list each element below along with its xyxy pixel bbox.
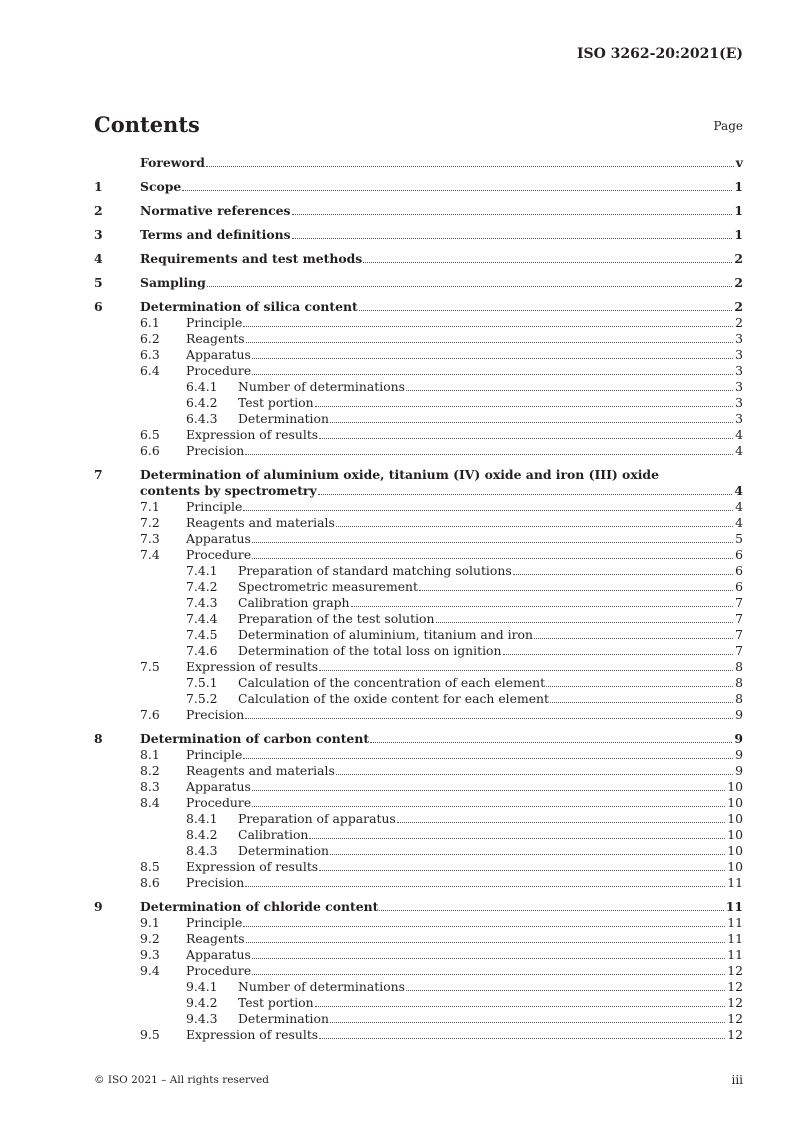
toc-entry-page: 2	[734, 299, 743, 314]
toc-entry-number: 6.6	[140, 443, 160, 458]
toc-entry-page: 3	[735, 411, 743, 426]
toc-entry-title: Foreword	[140, 155, 205, 170]
toc-leader-dots	[359, 310, 733, 311]
toc-entry-7-4-1[interactable]	[94, 562, 743, 578]
toc-entry-title: Scope	[140, 179, 182, 194]
toc-entry-7-continued[interactable]	[94, 482, 743, 498]
toc-entry-page: 7	[735, 595, 743, 610]
toc-leader-dots	[546, 686, 733, 687]
toc-entry-title: Test portion	[238, 395, 314, 410]
toc-entry-number: 8.4.2	[186, 827, 218, 842]
toc-entry-title: Preparation of the test solution	[238, 611, 435, 626]
toc-entry-6-2[interactable]	[94, 330, 743, 346]
toc-entry-6[interactable]	[94, 298, 743, 314]
toc-entry-7-1[interactable]	[94, 498, 743, 514]
toc-leader-dots	[363, 262, 732, 263]
toc-leader-dots	[252, 374, 733, 375]
toc-entry-8-1[interactable]	[94, 746, 743, 762]
toc-entry-7-4-3[interactable]	[94, 594, 743, 610]
toc-entry-page: 8	[735, 691, 743, 706]
toc-entry-title: Calculation of the oxide content for each element	[238, 691, 549, 706]
toc-entry-page: 4	[734, 483, 743, 498]
toc-entry-title: Principle	[186, 747, 243, 762]
toc-entry-number: 7.4.2	[186, 579, 218, 594]
toc-leader-dots	[245, 454, 733, 455]
toc-entry-title: Principle	[186, 499, 243, 514]
toc-leader-dots	[513, 574, 733, 575]
toc-leader-dots	[252, 790, 725, 791]
toc-entry-title: Determination	[238, 411, 329, 426]
toc-entry-page: 4	[735, 515, 743, 530]
toc-entry-6-4-1[interactable]	[94, 378, 743, 394]
toc-entry-number: 9.4.3	[186, 1011, 218, 1026]
toc-entry-9-3[interactable]	[94, 946, 743, 962]
toc-leader-dots	[182, 190, 732, 191]
toc-leader-dots	[245, 718, 733, 719]
toc-entry-title: Procedure	[186, 363, 252, 378]
toc-entry-page: 10	[727, 795, 743, 810]
toc-entry-7-3[interactable]	[94, 530, 743, 546]
toc-leader-dots	[319, 670, 733, 671]
toc-entry-8-3[interactable]	[94, 778, 743, 794]
toc-entry-title: Precision	[186, 443, 245, 458]
toc-entry-number: 7.3	[140, 531, 160, 546]
toc-leader-dots	[292, 238, 733, 239]
toc-entry-6-1[interactable]	[94, 314, 743, 330]
toc-entry-number: 9.3	[140, 947, 160, 962]
toc-entry-8-4-1[interactable]	[94, 810, 743, 826]
toc-entry-page: 12	[727, 1011, 743, 1026]
toc-entry-9-2[interactable]	[94, 930, 743, 946]
toc-entry-6-4-3[interactable]	[94, 410, 743, 426]
toc-leader-dots	[319, 1038, 725, 1039]
toc-entry-number: 9.2	[140, 931, 160, 946]
toc-entry-7-4-2[interactable]	[94, 578, 743, 594]
toc-entry-number: 8.4.1	[186, 811, 218, 826]
toc-entry-number: 3	[94, 227, 103, 242]
toc-leader-dots	[252, 542, 733, 543]
toc-entry-9-5[interactable]	[94, 1026, 743, 1042]
toc-entry-page: 7	[735, 611, 743, 626]
toc-leader-dots	[315, 406, 734, 407]
toc-leader-dots	[243, 926, 725, 927]
toc-entry-number: 6	[94, 299, 103, 314]
toc-entry-page: 4	[735, 443, 743, 458]
document-id: ISO 3262-20:2021(E)	[576, 46, 743, 62]
toc-entry-title: Apparatus	[186, 347, 251, 362]
toc-entry-number: 7.5.2	[186, 691, 218, 706]
toc-entry-title: Normative references	[140, 203, 291, 218]
toc-entry-9-1[interactable]	[94, 914, 743, 930]
toc-entry-number: 8.5	[140, 859, 160, 874]
toc-entry-number: 6.4.3	[186, 411, 218, 426]
toc-entry-page: 10	[727, 779, 743, 794]
toc-leader-dots	[370, 742, 732, 743]
toc-entry-title: Calibration	[238, 827, 309, 842]
toc-entry-title: Number of determinations	[238, 379, 406, 394]
toc-entry-8-6[interactable]	[94, 874, 743, 890]
toc-entry-number: 6.5	[140, 427, 160, 442]
toc-entry-page: 12	[727, 963, 743, 978]
copyright-notice: © ISO 2021 – All rights reserved	[94, 1074, 269, 1086]
toc-entry-title: Determination	[238, 843, 329, 858]
toc-entry-number: 9.4	[140, 963, 160, 978]
toc-leader-dots	[243, 510, 733, 511]
toc-entry-3[interactable]	[94, 226, 743, 242]
toc-leader-dots	[246, 342, 733, 343]
toc-entry-page: 4	[735, 499, 743, 514]
toc-entry-page: 2	[735, 315, 743, 330]
toc-entry-page: 5	[735, 531, 743, 546]
toc-entry-page: 7	[735, 643, 743, 658]
toc-entry-9-4-3[interactable]	[94, 1010, 743, 1026]
toc-leader-dots	[243, 326, 733, 327]
toc-entry-title: Preparation of standard matching solutions	[238, 563, 512, 578]
toc-leader-dots	[503, 654, 734, 655]
toc-entry-page: 12	[727, 979, 743, 994]
table-of-contents	[94, 154, 743, 1042]
toc-entry-9-4[interactable]	[94, 962, 743, 978]
toc-entry-9-4-2[interactable]	[94, 994, 743, 1010]
toc-entry-title: Test portion	[238, 995, 314, 1010]
toc-entry-title: Reagents and materials	[186, 763, 335, 778]
toc-entry-page: 9	[734, 731, 743, 746]
toc-entry-title: Expression of results	[186, 659, 319, 674]
page-column-label: Page	[713, 119, 743, 133]
toc-leader-dots	[419, 590, 733, 591]
toc-entry-number: 6.3	[140, 347, 160, 362]
toc-entry-page: 6	[735, 547, 743, 562]
toc-entry-title: Calculation of the concentration of each element	[238, 675, 546, 690]
toc-entry-title: Number of determinations	[238, 979, 406, 994]
toc-entry-title: Expression of results	[186, 859, 319, 874]
toc-entry-5[interactable]	[94, 274, 743, 290]
toc-entry-page: 9	[735, 763, 743, 778]
toc-leader-dots	[292, 214, 733, 215]
toc-entry-7-4-4[interactable]	[94, 610, 743, 626]
toc-entry-number: 7.4	[140, 547, 160, 562]
toc-entry-number: 6.4.2	[186, 395, 218, 410]
toc-leader-dots	[252, 974, 725, 975]
toc-leader-dots	[336, 526, 733, 527]
toc-entry-number: 7.5.1	[186, 675, 218, 690]
toc-entry-page: 4	[735, 427, 743, 442]
toc-entry-title-continued: contents by spectrometry	[140, 483, 317, 498]
toc-entry-title: Expression of results	[186, 1027, 319, 1042]
toc-entry-6-4[interactable]	[94, 362, 743, 378]
toc-entry-number: 5	[94, 275, 103, 290]
toc-entry-8-4-2[interactable]	[94, 826, 743, 842]
toc-entry-page: 3	[735, 379, 743, 394]
toc-entry-8-2[interactable]	[94, 762, 743, 778]
toc-entry-number: 8.4	[140, 795, 160, 810]
toc-entry-number: 8	[94, 731, 103, 746]
toc-entry-title: Principle	[186, 915, 243, 930]
toc-entry-page: 9	[735, 707, 743, 722]
toc-entry-7-5[interactable]	[94, 658, 743, 674]
toc-entry-title: Apparatus	[186, 947, 251, 962]
toc-entry-title: Calibration graph	[238, 595, 350, 610]
toc-entry-number: 7.5	[140, 659, 160, 674]
toc-entry-title: Precision	[186, 707, 245, 722]
toc-entry-2[interactable]	[94, 202, 743, 218]
toc-entry-title: Apparatus	[186, 779, 251, 794]
toc-entry-page: 3	[735, 347, 743, 362]
toc-entry-page: 1	[734, 227, 743, 242]
toc-entry-page: 11	[727, 875, 743, 890]
toc-entry-number: 4	[94, 251, 103, 266]
toc-entry-6-6[interactable]	[94, 442, 743, 458]
toc-entry-number: 9.4.1	[186, 979, 218, 994]
toc-entry-title: Determination of silica content	[140, 299, 358, 314]
toc-entry-page: 11	[727, 931, 743, 946]
toc-entry-page: 1	[734, 203, 743, 218]
toc-leader-dots	[318, 494, 733, 495]
toc-leader-dots	[330, 422, 733, 423]
toc-entry-title: Reagents	[186, 931, 245, 946]
toc-leader-dots	[252, 958, 725, 959]
toc-entry-6-3[interactable]	[94, 346, 743, 362]
toc-entry-8-4[interactable]	[94, 794, 743, 810]
toc-leader-dots	[252, 806, 725, 807]
toc-entry-number: 9	[94, 899, 103, 914]
toc-entry-9-4-1[interactable]	[94, 978, 743, 994]
toc-leader-dots	[379, 910, 723, 911]
toc-leader-dots	[243, 758, 733, 759]
toc-leader-dots	[406, 990, 725, 991]
toc-entry-number: 6.2	[140, 331, 160, 346]
toc-entry-number: 7.4.1	[186, 563, 218, 578]
toc-leader-dots	[330, 1022, 725, 1023]
toc-entry-6-4-2[interactable]	[94, 394, 743, 410]
toc-entry-page: 12	[727, 1027, 743, 1042]
toc-entry-page: 6	[735, 579, 743, 594]
page-number: iii	[731, 1073, 743, 1087]
toc-leader-dots	[245, 886, 725, 887]
toc-entry-page: 2	[734, 275, 743, 290]
toc-entry-page: 11	[727, 947, 743, 962]
toc-entry-title: Terms and definitions	[140, 227, 291, 242]
toc-entry-title: Determination	[238, 1011, 329, 1026]
toc-entry-number: 8.6	[140, 875, 160, 890]
toc-entry-page: 3	[735, 331, 743, 346]
toc-entry-number: 7.4.4	[186, 611, 218, 626]
toc-entry-7-5-1[interactable]	[94, 674, 743, 690]
toc-entry-title: Determination of aluminium, titanium and iron	[238, 627, 533, 642]
toc-entry-number: 6.4	[140, 363, 160, 378]
toc-entry-page: 11	[725, 899, 743, 914]
toc-entry-4[interactable]	[94, 250, 743, 266]
toc-entry-title: Determination of carbon content	[140, 731, 370, 746]
toc-entry-7-4-6[interactable]	[94, 642, 743, 658]
page-title: Contents	[94, 112, 200, 137]
toc-entry-8-4-3[interactable]	[94, 842, 743, 858]
toc-entry-number: 8.3	[140, 779, 160, 794]
toc-entry-title: Principle	[186, 315, 243, 330]
toc-entry-8[interactable]	[94, 730, 743, 746]
toc-entry-number: 1	[94, 179, 103, 194]
toc-entry-page: 10	[727, 827, 743, 842]
toc-entry-number: 8.2	[140, 763, 160, 778]
toc-entry-title: Determination of the total loss on ignition	[238, 643, 502, 658]
toc-entry-page: 1	[734, 179, 743, 194]
toc-entry-6-5[interactable]	[94, 426, 743, 442]
toc-entry-title: Reagents and materials	[186, 515, 335, 530]
toc-entry-number: 7.1	[140, 499, 160, 514]
toc-leader-dots	[534, 638, 733, 639]
toc-entry-title: Preparation of apparatus	[238, 811, 396, 826]
toc-leader-dots	[330, 854, 725, 855]
toc-entry-page: 10	[727, 859, 743, 874]
toc-entry-title: Sampling	[140, 275, 206, 290]
toc-entry-page: 9	[735, 747, 743, 762]
toc-entry-7-5-2[interactable]	[94, 690, 743, 706]
toc-entry-number: 9.5	[140, 1027, 160, 1042]
toc-leader-dots	[207, 286, 733, 287]
toc-entry-7-4-5[interactable]	[94, 626, 743, 642]
toc-leader-dots	[252, 358, 733, 359]
toc-entry-page: 3	[735, 395, 743, 410]
toc-entry-8-5[interactable]	[94, 858, 743, 874]
toc-entry-number: 7.4.5	[186, 627, 218, 642]
toc-entry-7-4[interactable]	[94, 546, 743, 562]
toc-entry-7-2[interactable]	[94, 514, 743, 530]
toc-entry-number: 8.4.3	[186, 843, 218, 858]
toc-entry-page: 8	[735, 675, 743, 690]
toc-entry-number: 9.1	[140, 915, 160, 930]
toc-entry-number: 7.6	[140, 707, 160, 722]
toc-leader-dots	[436, 622, 734, 623]
toc-entry-page: 7	[735, 627, 743, 642]
toc-entry-number: 7.4.3	[186, 595, 218, 610]
toc-entry-title: Apparatus	[186, 531, 251, 546]
toc-leader-dots	[406, 390, 733, 391]
toc-leader-dots	[206, 166, 734, 167]
toc-entry-page: 10	[727, 811, 743, 826]
toc-entry-page: 8	[735, 659, 743, 674]
toc-entry-title: Determination of aluminium oxide, titanium (IV) oxide and iron (III) oxide	[140, 467, 659, 482]
toc-entry-title: Procedure	[186, 795, 252, 810]
toc-entry-page: 2	[734, 251, 743, 266]
toc-leader-dots	[319, 438, 733, 439]
toc-entry-number: 6.1	[140, 315, 160, 330]
toc-entry-number: 7.4.6	[186, 643, 218, 658]
toc-entry-foreword[interactable]	[94, 154, 743, 170]
toc-entry-title: Precision	[186, 875, 245, 890]
toc-entry-page: 11	[727, 915, 743, 930]
toc-entry-page: 12	[727, 995, 743, 1010]
toc-entry-9[interactable]	[94, 898, 743, 914]
toc-leader-dots	[550, 702, 733, 703]
toc-leader-dots	[309, 838, 725, 839]
toc-entry-7[interactable]	[94, 466, 743, 482]
toc-leader-dots	[315, 1006, 726, 1007]
toc-entry-title: Requirements and test methods	[140, 251, 363, 266]
toc-entry-title: Procedure	[186, 963, 252, 978]
toc-leader-dots	[351, 606, 734, 607]
toc-entry-title: Expression of results	[186, 427, 319, 442]
toc-leader-dots	[397, 822, 725, 823]
toc-entry-title: Reagents	[186, 331, 245, 346]
toc-leader-dots	[336, 774, 733, 775]
toc-entry-7-6[interactable]	[94, 706, 743, 722]
toc-entry-number: 8.1	[140, 747, 160, 762]
toc-entry-1[interactable]	[94, 178, 743, 194]
toc-entry-number: 9.4.2	[186, 995, 218, 1010]
toc-entry-number: 2	[94, 203, 103, 218]
toc-entry-page: 3	[735, 363, 743, 378]
toc-entry-page: v	[735, 155, 743, 170]
toc-entry-page: 6	[735, 563, 743, 578]
toc-entry-title: Procedure	[186, 547, 252, 562]
toc-entry-page: 10	[727, 843, 743, 858]
toc-leader-dots	[319, 870, 725, 871]
toc-leader-dots	[246, 942, 726, 943]
toc-leader-dots	[252, 558, 733, 559]
toc-entry-number: 7	[94, 467, 103, 482]
toc-entry-title: Determination of chloride content	[140, 899, 379, 914]
toc-entry-number: 6.4.1	[186, 379, 218, 394]
toc-entry-title: Spectrometric measurement	[238, 579, 418, 594]
toc-entry-number: 7.2	[140, 515, 160, 530]
